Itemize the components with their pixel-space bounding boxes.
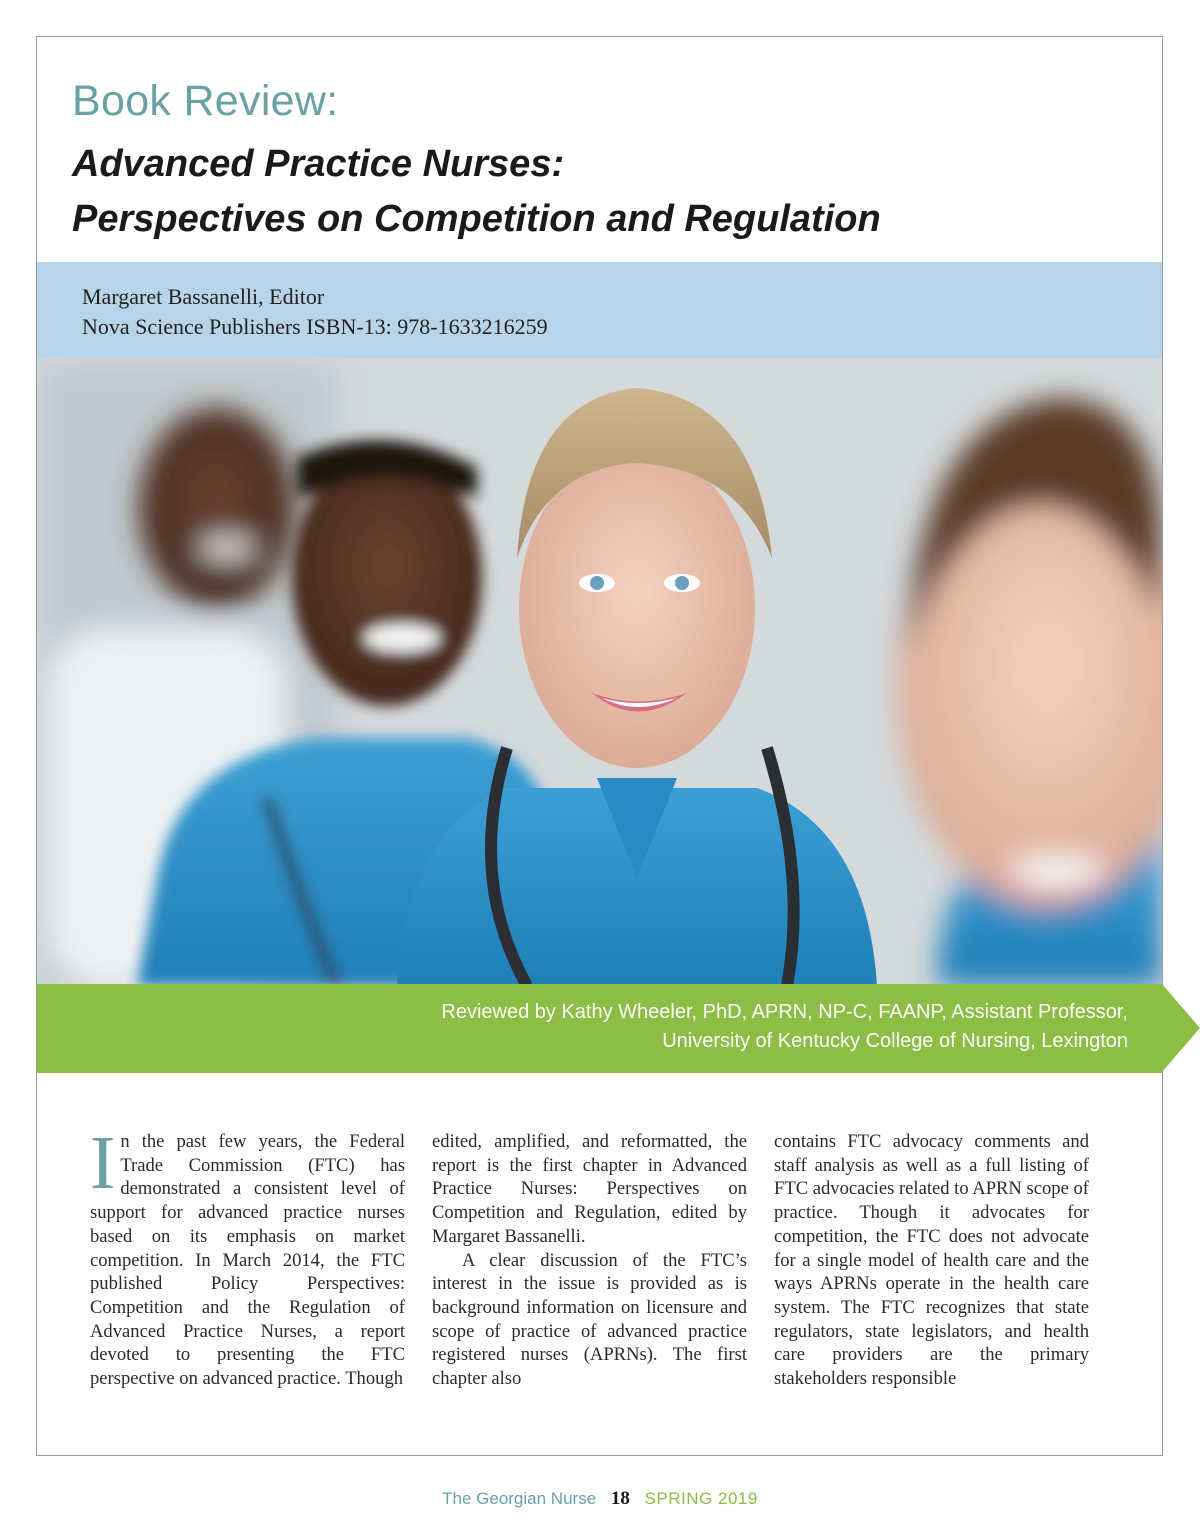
reviewer-banner-arrow bbox=[1162, 984, 1200, 1072]
reviewer-credit bbox=[441, 998, 1128, 1056]
publication-info-band bbox=[37, 262, 1162, 358]
reviewer-line-2: University of Kentucky College of Nursing, Lexington bbox=[662, 1030, 1128, 1052]
drop-cap: I bbox=[90, 1121, 116, 1205]
nurses-photo bbox=[37, 358, 1162, 986]
column-3-text: contains FTC advocacy comments and staff analysis as well as a full listing of FTC advocacies related to APRN scope of practice. Though it advocates for competition, the FTC does not advocate for a single model of health care and the ways APRNs operate in the health care system. The FTC recognizes that state regulators, state legislators, and health care providers are the primary stakeholders responsible bbox=[774, 1131, 1089, 1390]
editor-line: Margaret Bassanelli, Editor bbox=[82, 284, 325, 309]
footer-page-number: 18 bbox=[610, 1488, 630, 1509]
column-1-text: n the past few years, the Federal Trade Commission (FTC) has demonstrated a consistent level of support for advanced practice nurses based on its emphasis on market competition. In March 2014, the FTC published Policy Perspectives: Competition and the Regulation of Advanced Practice Nurses, a report devoted to presenting the FTC perspective on advanced practice. Though bbox=[90, 1131, 405, 1390]
reviewer-line-1: Reviewed by Kathy Wheeler, PhD, APRN, NP-C, FAANP, Assistant Professor, bbox=[441, 1001, 1128, 1023]
column-2-paragraph-2: A clear discussion of the FTC’s interest in the issue is provided as is background information on licensure and scope of practice of advanced practice registered nurses (APRNs). The first chapter also bbox=[432, 1249, 747, 1390]
title-line-1: Advanced Practice Nurses: bbox=[72, 143, 565, 185]
nurses-photo-illustration bbox=[37, 358, 1162, 986]
footer-publication: The Georgian Nurse bbox=[442, 1489, 597, 1508]
column-2-paragraph-1: edited, amplified, and reformatted, the report is the first chapter in Advanced Practice Nurses: Perspectives on Competition and Regulation, edited by Margaret Bassanelli. bbox=[432, 1131, 747, 1247]
footer-issue: SPRING 2019 bbox=[644, 1489, 758, 1508]
article-column-3 bbox=[774, 1130, 1089, 1391]
page-footer bbox=[0, 1488, 1200, 1510]
article-column-2 bbox=[432, 1130, 747, 1391]
article-title bbox=[72, 137, 1072, 247]
section-kicker: Book Review: bbox=[72, 77, 339, 125]
title-line-2: Perspectives on Competition and Regulation bbox=[72, 198, 881, 240]
article-column-1 bbox=[90, 1121, 405, 1391]
publisher-isbn-line: Nova Science Publishers ISBN-13: 978-1633216259 bbox=[82, 314, 548, 339]
